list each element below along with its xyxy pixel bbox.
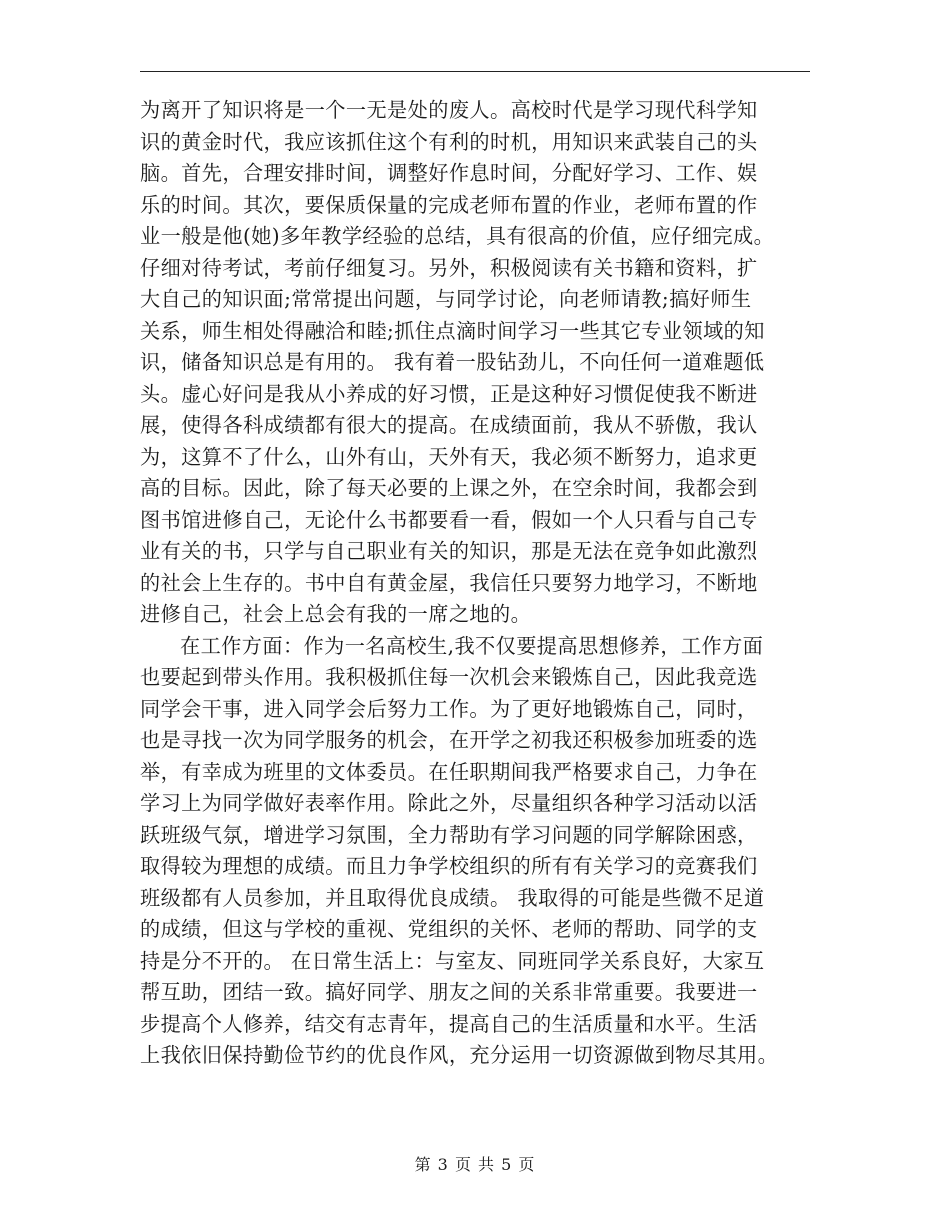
- text-line: 持是分不开的。 在日常生活上：与室友、同班同学关系良好，大家互: [140, 948, 765, 973]
- text-line: 进修自己，社会上总会有我的一席之地的。: [140, 602, 532, 626]
- page-number-footer: 第 3 页 共 5 页: [414, 1155, 536, 1174]
- text-line: 为离开了知识将是一个一无是处的废人。高校时代是学习现代科学知: [140, 98, 758, 122]
- paragraph-work: [140, 631, 812, 1072]
- text-line: 乐的时间。其次，要保质保量的完成老师布置的作业，老师布置的作: [140, 192, 758, 217]
- text-line: 展，使得各科成绩都有很大的提高。在成绩面前，我从不骄傲，我认: [140, 413, 758, 437]
- paragraph-study: [140, 95, 812, 631]
- text-line: 大自己的知识面;常常提出问题，与同学讨论，向老师请教;搞好师生: [140, 287, 752, 311]
- text-line: 也是寻找一次为同学服务的机会，在开学之初我还积极参加班委的选: [140, 728, 758, 752]
- text-line: 取得较为理想的成绩。而且力争学校组织的所有有关学习的竞赛我们: [140, 854, 758, 878]
- text-line: 跃班级气氛，增进学习氛围，全力帮助有学习问题的同学解除困惑，: [140, 822, 758, 847]
- text-line: 业一般是他(她)多年教学经验的总结，具有很高的价值，应仔细完成。: [140, 224, 775, 248]
- text-line: 也要起到带头作用。我积极抓住每一次机会来锻炼自己，因此我竞选: [140, 665, 758, 689]
- text-line: 的成绩，但这与学校的重视、党组织的关怀、老师的帮助、同学的支: [140, 917, 758, 941]
- text-line: 的社会上生存的。书中自有黄金屋，我信任只要努力地学习，不断地: [140, 570, 758, 595]
- text-line: 图书馆进修自己，无论什么书都要看一看，假如一个人只看与自己专: [140, 507, 758, 532]
- text-line: 头。虚心好问是我从小养成的好习惯，正是这种好习惯促使我不断进: [140, 381, 758, 406]
- text-line: 班级都有人员参加，并且取得优良成绩。 我取得的可能是些微不足道: [140, 885, 765, 910]
- text-line: 高的目标。因此，除了每天必要的上课之外，在空余时间，我都会到: [140, 476, 758, 500]
- text-line: 识的黄金时代，我应该抓住这个有利的时机，用知识来武装自己的头: [140, 129, 758, 154]
- text-line: 脑。首先，合理安排时间，调整好作息时间，分配好学习、工作、娱: [140, 161, 758, 185]
- body-text: [140, 95, 812, 1072]
- text-line: 步提高个人修养，结交有志青年，提高自己的生活质量和水平。生活: [140, 1011, 758, 1036]
- text-line: 识，储备知识总是有用的。 我有着一股钻劲儿，不向任何一道难题低: [140, 350, 765, 374]
- text-line: 举，有幸成为班里的文体委员。在任职期间我严格要求自己，力争在: [140, 759, 758, 784]
- text-line: 帮互助，团结一致。搞好同学、朋友之间的关系非常重要。我要进一: [140, 980, 758, 1004]
- text-line: 仔细对待考试，考前仔细复习。另外，积极阅读有关书籍和资料，扩: [140, 255, 758, 280]
- text-line: 上我依旧保持勤俭节约的优良作风，充分运用一切资源做到物尽其用。: [140, 1043, 779, 1067]
- text-line: 业有关的书，只学与自己职业有关的知识，那是无法在竞争如此激烈: [140, 539, 758, 563]
- text-line-indented: 在工作方面：作为一名高校生,我不仅要提高思想修养，工作方面: [180, 633, 764, 658]
- text-line: 为，这算不了什么，山外有山，天外有天，我必须不断努力，追求更: [140, 444, 758, 469]
- text-line: 关系，师生相处得融洽和睦;抓住点滴时间学习一些其它专业领域的知: [140, 318, 765, 343]
- text-line: 同学会干事，进入同学会后努力工作。为了更好地锻炼自己，同时，: [140, 696, 758, 721]
- header-rule: [140, 71, 810, 72]
- text-line: 学习上为同学做好表率作用。除此之外，尽量组织各种学习活动以活: [140, 791, 758, 815]
